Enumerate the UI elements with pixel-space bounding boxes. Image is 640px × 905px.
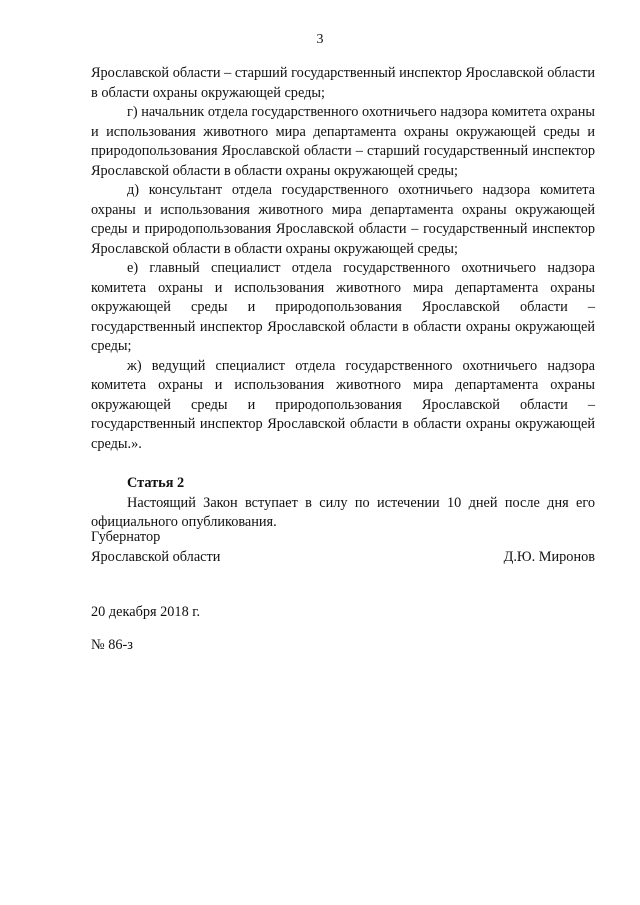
- signatory-title-line2: Ярославской области: [91, 548, 221, 565]
- document-body: [91, 64, 595, 533]
- document-number: № 86-з: [91, 637, 133, 653]
- list-item-e: е) главный специалист отдела государственного охотничьего надзора комитета охраны и использования животного мира департамента охраны окружающей среды и природопользования Ярославской области – государственный инспектор Ярославской области в области охраны окружающей среды;: [91, 260, 595, 354]
- signature-block: [91, 528, 595, 567]
- article-text: Настоящий Закон вступает в силу по истечении 10 дней после дня его официального опубликования.: [91, 494, 595, 530]
- page-number: 3: [316, 32, 324, 47]
- list-item-zh: ж) ведущий специалист отдела государственного охотничьего надзора комитета охраны и использования животного мира департамента охраны окружающей среды и природопользования Ярославской области – государственный инспектор Ярославской области в области охраны окружающей среды.».: [91, 357, 595, 452]
- signatory-name: Д.Ю. Миронов: [503, 548, 595, 565]
- list-item-g: г) начальник отдела государственного охотничьего надзора комитета охраны и использования животного мира департамента охраны окружающей среды и природопользования Ярославской области – старший государственный инспектор Ярославской области в области охраны окружающей среды;: [91, 104, 595, 179]
- continuation-paragraph: Ярославской области – старший государственный инспектор Ярославской области в области охраны окружающей среды;: [91, 65, 595, 101]
- signature-row: [91, 548, 595, 568]
- list-item-d: д) консультант отдела государственного охотничьего надзора комитета охраны и использования животного мира департамента охраны окружающей среды и природопользования Ярославской области – государственный инспектор Ярославской области в области охраны окружающей среды;: [91, 182, 595, 257]
- article-heading: Статья 2: [127, 475, 185, 491]
- signatory-title-line1: Губернатор: [91, 529, 161, 545]
- document-date: 20 декабря 2018 г.: [91, 604, 201, 620]
